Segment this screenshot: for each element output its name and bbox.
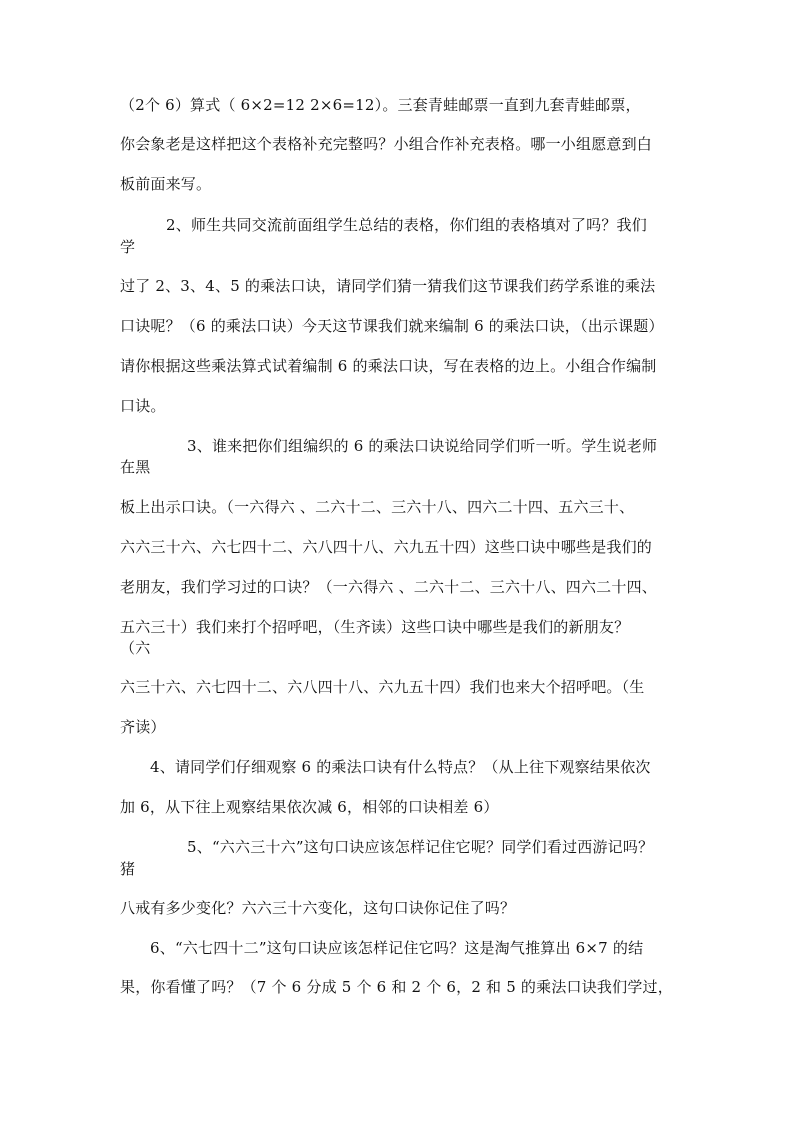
text-line: 果，你看懂了吗？（7 个 6 分成 5 个 6 和 2 个 6，2 和 5 的乘法口诀我们学过， — [120, 978, 673, 996]
text-line: 加 6，从下往上观察结果依次减 6，相邻的口诀相差 6） — [120, 798, 499, 816]
text-line: （六 — [120, 639, 151, 657]
text-line: 你会象老是这样把这个表格补充完整吗？小组合作补充表格。哪一小组愿意到白 — [120, 135, 653, 153]
text-line: 3、谁来把你们组编织的 6 的乘法口诀说给同学们听一听。学生说老师 — [187, 437, 658, 455]
text-line: 口诀。 — [120, 397, 166, 415]
text-line: 八戒有多少变化？六六三十六变化，这句口诀你记住了吗？ — [120, 899, 516, 917]
text-line: 板前面来写。 — [120, 175, 212, 193]
text-line: 在黑 — [120, 458, 151, 476]
text-line: 板上出示口诀。（一六得六 、二六十二、三六十八、四六二十四、五六三十、 — [120, 498, 635, 516]
text-line: 口诀呢？（6 的乘法口诀）今天这节课我们就来编制 6 的乘法口诀，（出示课题） — [120, 317, 664, 335]
text-line: 6、“六七四十二”这句口诀应该怎样记住它吗？这是淘气推算出 6×7 的结 — [150, 939, 644, 957]
text-line: 2、师生共同交流前面组学生总结的表格，你们组的表格填对了吗？我们 — [166, 216, 647, 234]
text-line: 过了 2、3、4、5 的乘法口诀，请同学们猜一猜我们这节课我们药学系谁的乘法 — [120, 277, 656, 295]
text-line: （2个 6）算式（ 6×2=12 2×6=12）。三套青蛙邮票一直到九套青蛙邮票， — [120, 96, 641, 114]
text-line: 5、“六六三十六”这句口诀应该怎样记住它呢？同学们看过西游记吗？ — [187, 838, 654, 856]
text-line: 齐读） — [120, 718, 166, 736]
text-line: 猪 — [120, 860, 136, 878]
text-line: 六六三十六、六七四十二、六八四十八、六九五十四）这些口诀中哪些是我们的 — [120, 538, 653, 556]
text-line: 4、请同学们仔细观察 6 的乘法口诀有什么特点？（从上往下观察结果依次 — [150, 758, 651, 776]
text-line: 请你根据这些乘法算式试着编制 6 的乘法口诀，写在表格的边上。小组合作编制 — [120, 357, 657, 375]
text-line: 六三十六、六七四十二、六八四十八、六九五十四）我们也来大个招呼吧。（生 — [120, 678, 645, 696]
text-line: 学 — [120, 238, 136, 256]
text-line: 五六三十）我们来打个招呼吧，（生齐读）这些口诀中哪些是我们的新朋友？ — [120, 618, 630, 636]
text-line: 老朋友，我们学习过的口诀？（一六得六 、二六十二、三六十八、四六二十四、 — [120, 578, 657, 596]
